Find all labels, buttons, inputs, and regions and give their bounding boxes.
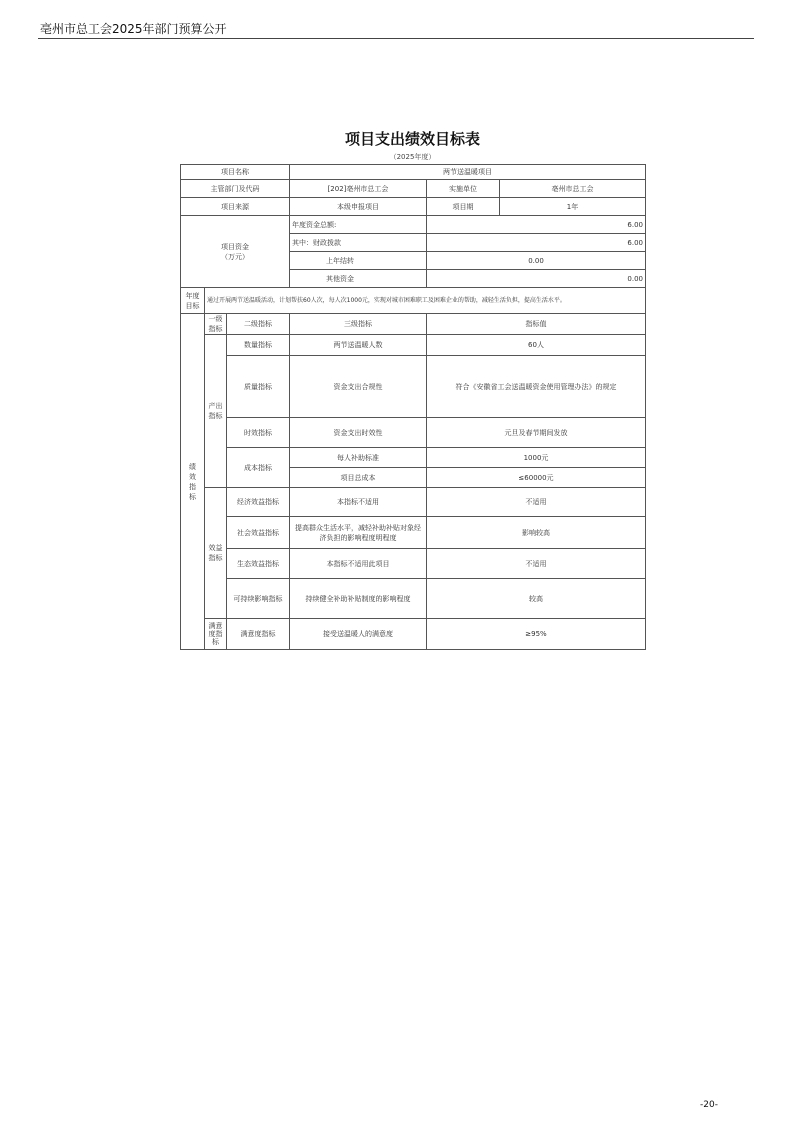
table-row [181,216,646,234]
table-row [181,165,646,180]
effect-value: 较高 [427,579,646,619]
dept-value: [202]亳州市总工会 [290,180,427,198]
table-row [181,579,646,619]
effect-l3: 提高群众生活水平，减轻补助补贴对象经济负担的影响程度明程度 [290,517,427,549]
table-row [181,549,646,579]
effect-indicators-label: 效益 指标 [205,488,227,619]
annual-goal-label: 年度 目标 [181,288,205,314]
table-row [181,356,646,418]
output-l3: 资金支出时效性 [290,418,427,448]
output-value: 元旦及春节期间发放 [427,418,646,448]
funds-other-label: 其他资金 [290,270,427,288]
impl-value: 亳州市总工会 [500,180,646,198]
header-value: 指标值 [427,314,646,335]
header-divider [38,38,754,39]
funds-fiscal-value: 6.00 [427,234,646,252]
period-label: 项目期 [427,198,500,216]
table-row [181,517,646,549]
page-header-title: 亳州市总工会2025年部门预算公开 [40,22,227,36]
satisfaction-l2: 满意度指标 [227,619,290,650]
output-indicators-label: 产出 指标 [205,335,227,488]
page-number: -20- [700,1100,718,1110]
header-level2: 二级指标 [227,314,290,335]
table-row [181,418,646,448]
funds-total-label: 年度资金总额: [290,216,427,234]
output-value: 1000元 [427,448,646,468]
effect-value: 不适用 [427,488,646,517]
annual-goal-text: 通过开展两节送温暖活动，计划帮扶60人次，每人次1000元，实现对城市困难职工及困难企业的帮助，减轻生活负担，提高生活水平。 [205,288,646,314]
funds-carryover-label: 上年结转 [290,252,427,270]
perf-indicators-label: 绩 效 指 标 [181,314,205,650]
table-row [181,288,646,314]
table-year: （2025年度） [389,153,436,161]
effect-l2: 生态效益指标 [227,549,290,579]
project-name-label: 项目名称 [181,165,290,180]
project-name-value: 两节送温暖项目 [290,165,646,180]
header-level3: 三级指标 [290,314,427,335]
effect-l2: 社会效益指标 [227,517,290,549]
effect-l3: 本指标不适用此项目 [290,549,427,579]
effect-l2: 可持续影响指标 [227,579,290,619]
funds-other-value: 0.00 [427,270,646,288]
source-value: 本级申报项目 [290,198,427,216]
satisfaction-value: ≥95% [427,619,646,650]
output-value: 符合《安徽省工会送温暖资金使用管理办法》的规定 [427,356,646,418]
effect-l3: 持续健全补助补贴制度的影响程度 [290,579,427,619]
funds-total-value: 6.00 [427,216,646,234]
source-label: 项目来源 [181,198,290,216]
period-value: 1年 [500,198,646,216]
output-l2: 成本指标 [227,448,290,488]
table-row [181,488,646,517]
table-row [181,180,646,198]
effect-l2: 经济效益指标 [227,488,290,517]
output-l2: 时效指标 [227,418,290,448]
effect-value: 影响较高 [427,517,646,549]
table-row [181,619,646,650]
output-l2: 数量指标 [227,335,290,356]
output-value: ≤60000元 [427,468,646,488]
table-row [181,198,646,216]
header-level1: 一级 指标 [205,314,227,335]
output-l2: 质量指标 [227,356,290,418]
effect-l3: 本指标不适用 [290,488,427,517]
output-l3: 两节送温暖人数 [290,335,427,356]
impl-label: 实施单位 [427,180,500,198]
output-l3: 资金支出合规性 [290,356,427,418]
output-value: 60人 [427,335,646,356]
performance-table [180,164,646,650]
funds-label: 项目资金 （万元） [181,216,290,288]
table-row [181,448,646,468]
satisfaction-l3: 接受送温暖人的满意度 [290,619,427,650]
funds-fiscal-label: 其中：财政拨款 [290,234,427,252]
table-title: 项目支出绩效目标表 [344,130,480,148]
output-l3: 项目总成本 [290,468,427,488]
table-row [181,314,646,335]
funds-carryover-value: 0.00 [427,252,646,270]
effect-value: 不适用 [427,549,646,579]
dept-label: 主管部门及代码 [181,180,290,198]
table-row [181,335,646,356]
satisfaction-indicators-label: 满意 度指 标 [205,619,227,650]
output-l3: 每人补助标准 [290,448,427,468]
